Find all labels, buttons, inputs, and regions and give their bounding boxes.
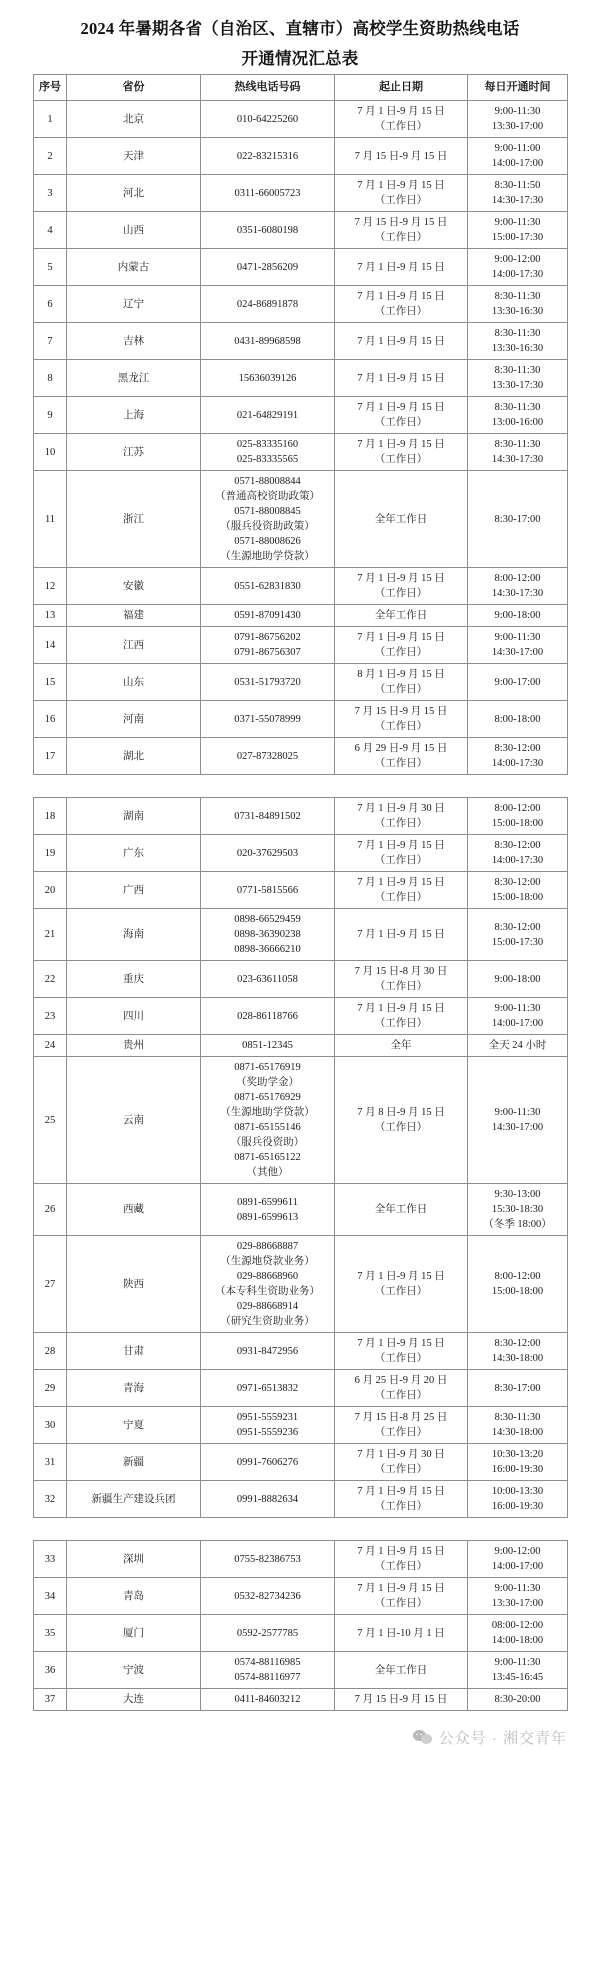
cell-province: 河南 (67, 701, 201, 738)
cell-index: 10 (34, 434, 67, 471)
cell-date-range: 7 月 1 日-9 月 15 日 （工作日） (335, 1541, 468, 1578)
cell-phone: 0411-84603212 (201, 1689, 335, 1711)
cell-index: 31 (34, 1444, 67, 1481)
cell-province: 吉林 (67, 323, 201, 360)
cell-province: 新疆 (67, 1444, 201, 1481)
cell-index: 36 (34, 1652, 67, 1689)
cell-date-range: 7 月 1 日-9 月 15 日 (335, 909, 468, 961)
table-row (34, 1615, 568, 1652)
cell-index: 13 (34, 605, 67, 627)
table-row (34, 286, 568, 323)
cell-date-range: 7 月 1 日-9 月 15 日 （工作日） (335, 397, 468, 434)
cell-province: 海南 (67, 909, 201, 961)
cell-province: 江西 (67, 627, 201, 664)
cell-province: 黑龙江 (67, 360, 201, 397)
table-row (34, 701, 568, 738)
table-row (34, 397, 568, 434)
cell-index: 30 (34, 1407, 67, 1444)
cell-index: 11 (34, 471, 67, 568)
cell-province: 安徽 (67, 568, 201, 605)
page-title-line-1: 2024 年暑期各省（自治区、直辖市）高校学生资助热线电话 (80, 19, 520, 38)
hotline-table (33, 74, 568, 775)
cell-date-range: 7 月 15 日-8 月 25 日 （工作日） (335, 1407, 468, 1444)
column-header-province: 省份 (67, 75, 201, 101)
cell-index: 18 (34, 798, 67, 835)
column-header-phone: 热线电话号码 (201, 75, 335, 101)
table-row (34, 360, 568, 397)
cell-province: 广西 (67, 872, 201, 909)
page-break-gap (33, 775, 567, 797)
cell-province: 新疆生产建设兵团 (67, 1481, 201, 1518)
cell-index: 27 (34, 1236, 67, 1333)
wechat-icon (413, 1730, 433, 1745)
cell-daily-time: 9:00-12:00 14:00-17:00 (468, 1541, 568, 1578)
cell-date-range: 7 月 1 日-9 月 15 日 （工作日） (335, 872, 468, 909)
cell-date-range: 7 月 1 日-9 月 15 日 (335, 360, 468, 397)
hotline-table-host (33, 74, 567, 1711)
cell-phone: 0951-5559231 0951-5559236 (201, 1407, 335, 1444)
cell-index: 9 (34, 397, 67, 434)
cell-index: 34 (34, 1578, 67, 1615)
cell-daily-time: 9:00-18:00 (468, 605, 568, 627)
cell-phone: 0532-82734236 (201, 1578, 335, 1615)
cell-daily-time: 9:00-11:00 14:00-17:00 (468, 138, 568, 175)
cell-index: 25 (34, 1057, 67, 1184)
table-row (34, 627, 568, 664)
table-row (34, 835, 568, 872)
cell-daily-time: 10:00-13:30 16:00-19:30 (468, 1481, 568, 1518)
cell-daily-time: 8:30-11:30 14:30-18:00 (468, 1407, 568, 1444)
cell-daily-time: 8:30-12:00 14:00-17:30 (468, 835, 568, 872)
cell-index: 23 (34, 998, 67, 1035)
cell-phone: 0351-6080198 (201, 212, 335, 249)
cell-phone: 0371-55078999 (201, 701, 335, 738)
cell-daily-time: 9:00-11:30 13:30-17:00 (468, 101, 568, 138)
cell-index: 7 (34, 323, 67, 360)
cell-date-range: 7 月 1 日-9 月 15 日 （工作日） (335, 835, 468, 872)
column-header-index: 序号 (34, 75, 67, 101)
cell-phone: 024-86891878 (201, 286, 335, 323)
table-row (34, 738, 568, 775)
column-header-date-range: 起止日期 (335, 75, 468, 101)
cell-province: 贵州 (67, 1035, 201, 1057)
cell-date-range: 7 月 15 日-9 月 15 日 （工作日） (335, 701, 468, 738)
cell-daily-time: 10:30-13:20 16:00-19:30 (468, 1444, 568, 1481)
hotline-table (33, 1540, 568, 1711)
table-row (34, 1333, 568, 1370)
cell-index: 19 (34, 835, 67, 872)
cell-province: 甘肃 (67, 1333, 201, 1370)
cell-index: 12 (34, 568, 67, 605)
cell-date-range: 7 月 15 日-8 月 30 日 （工作日） (335, 961, 468, 998)
cell-daily-time: 8:30-11:30 13:30-16:30 (468, 323, 568, 360)
cell-index: 6 (34, 286, 67, 323)
cell-phone: 0531-51793720 (201, 664, 335, 701)
cell-date-range: 7 月 1 日-9 月 15 日 （工作日） (335, 627, 468, 664)
table-row (34, 568, 568, 605)
cell-phone: 0871-65176919 （奖助学金） 0871-65176929 （生源地助学贷款） 0871-65155146 （服兵役资助） 0871-65165122 （其他） (201, 1057, 335, 1184)
cell-province: 陕西 (67, 1236, 201, 1333)
cell-province: 广东 (67, 835, 201, 872)
cell-date-range: 7 月 1 日-9 月 30 日 （工作日） (335, 798, 468, 835)
cell-daily-time: 9:00-11:30 14:00-17:00 (468, 998, 568, 1035)
cell-daily-time: 8:30-11:30 14:30-17:30 (468, 434, 568, 471)
column-header-daily-time: 每日开通时间 (468, 75, 568, 101)
cell-daily-time: 8:30-20:00 (468, 1689, 568, 1711)
cell-daily-time: 8:30-12:00 14:00-17:30 (468, 738, 568, 775)
cell-phone: 0574-88116985 0574-88116977 (201, 1652, 335, 1689)
cell-index: 4 (34, 212, 67, 249)
cell-daily-time: 8:30-11:30 13:30-16:30 (468, 286, 568, 323)
table-row (34, 101, 568, 138)
cell-phone: 0991-7606276 (201, 1444, 335, 1481)
cell-index: 3 (34, 175, 67, 212)
cell-province: 湖北 (67, 738, 201, 775)
cell-province: 西藏 (67, 1184, 201, 1236)
cell-daily-time: 9:00-11:30 13:30-17:00 (468, 1578, 568, 1615)
cell-date-range: 全年工作日 (335, 605, 468, 627)
table-row (34, 212, 568, 249)
cell-province: 云南 (67, 1057, 201, 1184)
cell-phone: 0771-5815566 (201, 872, 335, 909)
cell-daily-time: 9:00-12:00 14:00-17:30 (468, 249, 568, 286)
cell-index: 29 (34, 1370, 67, 1407)
cell-province: 大连 (67, 1689, 201, 1711)
cell-phone: 0311-66005723 (201, 175, 335, 212)
cell-province: 湖南 (67, 798, 201, 835)
cell-date-range: 6 月 29 日-9 月 15 日 （工作日） (335, 738, 468, 775)
hotline-table (33, 797, 568, 1518)
cell-index: 24 (34, 1035, 67, 1057)
cell-index: 5 (34, 249, 67, 286)
cell-province: 厦门 (67, 1615, 201, 1652)
table-row (34, 1407, 568, 1444)
page-break-gap (33, 1518, 567, 1540)
cell-province: 山东 (67, 664, 201, 701)
cell-date-range: 8 月 1 日-9 月 15 日 （工作日） (335, 664, 468, 701)
table-row (34, 605, 568, 627)
cell-daily-time: 9:30-13:00 15:30-18:30 （冬季 18:00） (468, 1184, 568, 1236)
cell-phone: 15636039126 (201, 360, 335, 397)
cell-date-range: 全年工作日 (335, 1652, 468, 1689)
cell-phone: 025-83335160 025-83335565 (201, 434, 335, 471)
cell-daily-time: 8:30-11:30 13:00-16:00 (468, 397, 568, 434)
table-row (34, 434, 568, 471)
cell-date-range: 7 月 1 日-9 月 15 日 (335, 323, 468, 360)
cell-phone: 0791-86756202 0791-86756307 (201, 627, 335, 664)
cell-daily-time: 8:30-17:00 (468, 1370, 568, 1407)
cell-index: 14 (34, 627, 67, 664)
cell-phone: 0931-8472956 (201, 1333, 335, 1370)
cell-date-range: 7 月 1 日-9 月 15 日 （工作日） (335, 101, 468, 138)
cell-phone: 0891-6599611 0891-6599613 (201, 1184, 335, 1236)
page-title (33, 0, 567, 74)
table-row (34, 909, 568, 961)
cell-daily-time: 9:00-11:30 14:30-17:00 (468, 627, 568, 664)
table-row (34, 1578, 568, 1615)
cell-daily-time: 9:00-11:30 14:30-17:00 (468, 1057, 568, 1184)
cell-date-range: 7 月 1 日-9 月 15 日 （工作日） (335, 998, 468, 1035)
cell-daily-time: 8:30-11:50 14:30-17:30 (468, 175, 568, 212)
cell-date-range: 7 月 1 日-9 月 15 日 （工作日） (335, 286, 468, 323)
cell-phone: 021-64829191 (201, 397, 335, 434)
cell-daily-time: 9:00-18:00 (468, 961, 568, 998)
table-row (34, 872, 568, 909)
cell-index: 22 (34, 961, 67, 998)
table-row (34, 471, 568, 568)
cell-province: 四川 (67, 998, 201, 1035)
cell-daily-time: 8:00-18:00 (468, 701, 568, 738)
cell-province: 内蒙古 (67, 249, 201, 286)
table-row (34, 1370, 568, 1407)
cell-date-range: 7 月 8 日-9 月 15 日 （工作日） (335, 1057, 468, 1184)
table-header-row (34, 75, 568, 101)
cell-daily-time: 9:00-17:00 (468, 664, 568, 701)
cell-province: 上海 (67, 397, 201, 434)
cell-date-range: 6 月 25 日-9 月 20 日 （工作日） (335, 1370, 468, 1407)
table-row (34, 138, 568, 175)
cell-index: 20 (34, 872, 67, 909)
cell-date-range: 7 月 15 日-9 月 15 日 （工作日） (335, 212, 468, 249)
cell-date-range: 7 月 1 日-10 月 1 日 (335, 1615, 468, 1652)
table-row (34, 1236, 568, 1333)
cell-date-range: 7 月 1 日-9 月 15 日 （工作日） (335, 434, 468, 471)
cell-index: 33 (34, 1541, 67, 1578)
cell-daily-time: 8:30-12:00 15:00-17:30 (468, 909, 568, 961)
cell-province: 河北 (67, 175, 201, 212)
cell-province: 江苏 (67, 434, 201, 471)
cell-phone: 0571-88008844 （普通高校资助政策） 0571-88008845 （服兵役资助政策） 0571-88008626 （生源地助学贷款） (201, 471, 335, 568)
cell-date-range: 7 月 1 日-9 月 15 日 （工作日） (335, 1578, 468, 1615)
cell-date-range: 7 月 1 日-9 月 15 日 （工作日） (335, 1333, 468, 1370)
cell-daily-time: 8:00-12:00 15:00-18:00 (468, 798, 568, 835)
cell-phone: 0551-62831830 (201, 568, 335, 605)
cell-phone: 023-63611058 (201, 961, 335, 998)
cell-date-range: 7 月 15 日-9 月 15 日 (335, 138, 468, 175)
table-row (34, 175, 568, 212)
cell-province: 天津 (67, 138, 201, 175)
cell-index: 16 (34, 701, 67, 738)
table-row (34, 1035, 568, 1057)
cell-province: 深圳 (67, 1541, 201, 1578)
cell-date-range: 7 月 1 日-9 月 15 日 （工作日） (335, 568, 468, 605)
table-row (34, 1184, 568, 1236)
table-row (34, 961, 568, 998)
cell-daily-time: 8:00-12:00 14:30-17:30 (468, 568, 568, 605)
table-row (34, 1057, 568, 1184)
cell-phone: 0898-66529459 0898-36390238 0898-36666210 (201, 909, 335, 961)
cell-index: 35 (34, 1615, 67, 1652)
cell-phone: 010-64225260 (201, 101, 335, 138)
cell-phone: 028-86118766 (201, 998, 335, 1035)
table-row (34, 1652, 568, 1689)
cell-phone: 0971-6513832 (201, 1370, 335, 1407)
table-row (34, 323, 568, 360)
cell-daily-time: 8:30-17:00 (468, 471, 568, 568)
cell-daily-time: 9:00-11:30 15:00-17:30 (468, 212, 568, 249)
table-row (34, 1481, 568, 1518)
page-title-line-2: 开通情况汇总表 (241, 49, 359, 68)
table-row (34, 1541, 568, 1578)
cell-index: 1 (34, 101, 67, 138)
cell-date-range: 7 月 1 日-9 月 30 日 （工作日） (335, 1444, 468, 1481)
cell-daily-time: 8:30-11:30 13:30-17:30 (468, 360, 568, 397)
cell-phone: 0592-2577785 (201, 1615, 335, 1652)
cell-province: 青海 (67, 1370, 201, 1407)
cell-index: 32 (34, 1481, 67, 1518)
cell-index: 37 (34, 1689, 67, 1711)
footer-watermark (33, 1711, 567, 1748)
table-row (34, 664, 568, 701)
table-row (34, 798, 568, 835)
cell-daily-time: 8:30-12:00 14:30-18:00 (468, 1333, 568, 1370)
table-row (34, 1689, 568, 1711)
cell-daily-time: 8:30-12:00 15:00-18:00 (468, 872, 568, 909)
table-row (34, 1444, 568, 1481)
cell-phone: 0851-12345 (201, 1035, 335, 1057)
cell-province: 辽宁 (67, 286, 201, 323)
cell-province: 山西 (67, 212, 201, 249)
cell-phone: 020-37629503 (201, 835, 335, 872)
cell-province: 福建 (67, 605, 201, 627)
cell-phone: 022-83215316 (201, 138, 335, 175)
cell-date-range: 7 月 1 日-9 月 15 日 （工作日） (335, 175, 468, 212)
cell-daily-time: 9:00-11:30 13:45-16:45 (468, 1652, 568, 1689)
cell-date-range: 7 月 15 日-9 月 15 日 (335, 1689, 468, 1711)
cell-province: 浙江 (67, 471, 201, 568)
cell-index: 17 (34, 738, 67, 775)
cell-daily-time: 全天 24 小时 (468, 1035, 568, 1057)
cell-province: 青岛 (67, 1578, 201, 1615)
cell-date-range: 全年工作日 (335, 471, 468, 568)
cell-date-range: 7 月 1 日-9 月 15 日 (335, 249, 468, 286)
cell-date-range: 全年 (335, 1035, 468, 1057)
cell-phone: 0591-87091430 (201, 605, 335, 627)
cell-index: 28 (34, 1333, 67, 1370)
cell-index: 8 (34, 360, 67, 397)
cell-phone: 0471-2856209 (201, 249, 335, 286)
cell-province: 宁夏 (67, 1407, 201, 1444)
cell-daily-time: 8:00-12:00 15:00-18:00 (468, 1236, 568, 1333)
cell-province: 宁波 (67, 1652, 201, 1689)
cell-daily-time: 08:00-12:00 14:00-18:00 (468, 1615, 568, 1652)
cell-phone: 029-88668887 （生源地贷款业务） 029-88668960 （本专科生资助业务） 029-88668914 （研究生资助业务） (201, 1236, 335, 1333)
cell-date-range: 7 月 1 日-9 月 15 日 （工作日） (335, 1236, 468, 1333)
table-row (34, 249, 568, 286)
cell-province: 重庆 (67, 961, 201, 998)
cell-index: 2 (34, 138, 67, 175)
cell-index: 15 (34, 664, 67, 701)
cell-date-range: 全年工作日 (335, 1184, 468, 1236)
cell-phone: 0431-89968598 (201, 323, 335, 360)
table-row (34, 998, 568, 1035)
cell-phone: 0755-82386753 (201, 1541, 335, 1578)
cell-date-range: 7 月 1 日-9 月 15 日 （工作日） (335, 1481, 468, 1518)
cell-index: 21 (34, 909, 67, 961)
cell-phone: 027-87328025 (201, 738, 335, 775)
footer-text: 公众号 · 湘交青年 (438, 1730, 567, 1747)
cell-phone: 0731-84891502 (201, 798, 335, 835)
cell-index: 26 (34, 1184, 67, 1236)
cell-phone: 0991-8882634 (201, 1481, 335, 1518)
cell-province: 北京 (67, 101, 201, 138)
